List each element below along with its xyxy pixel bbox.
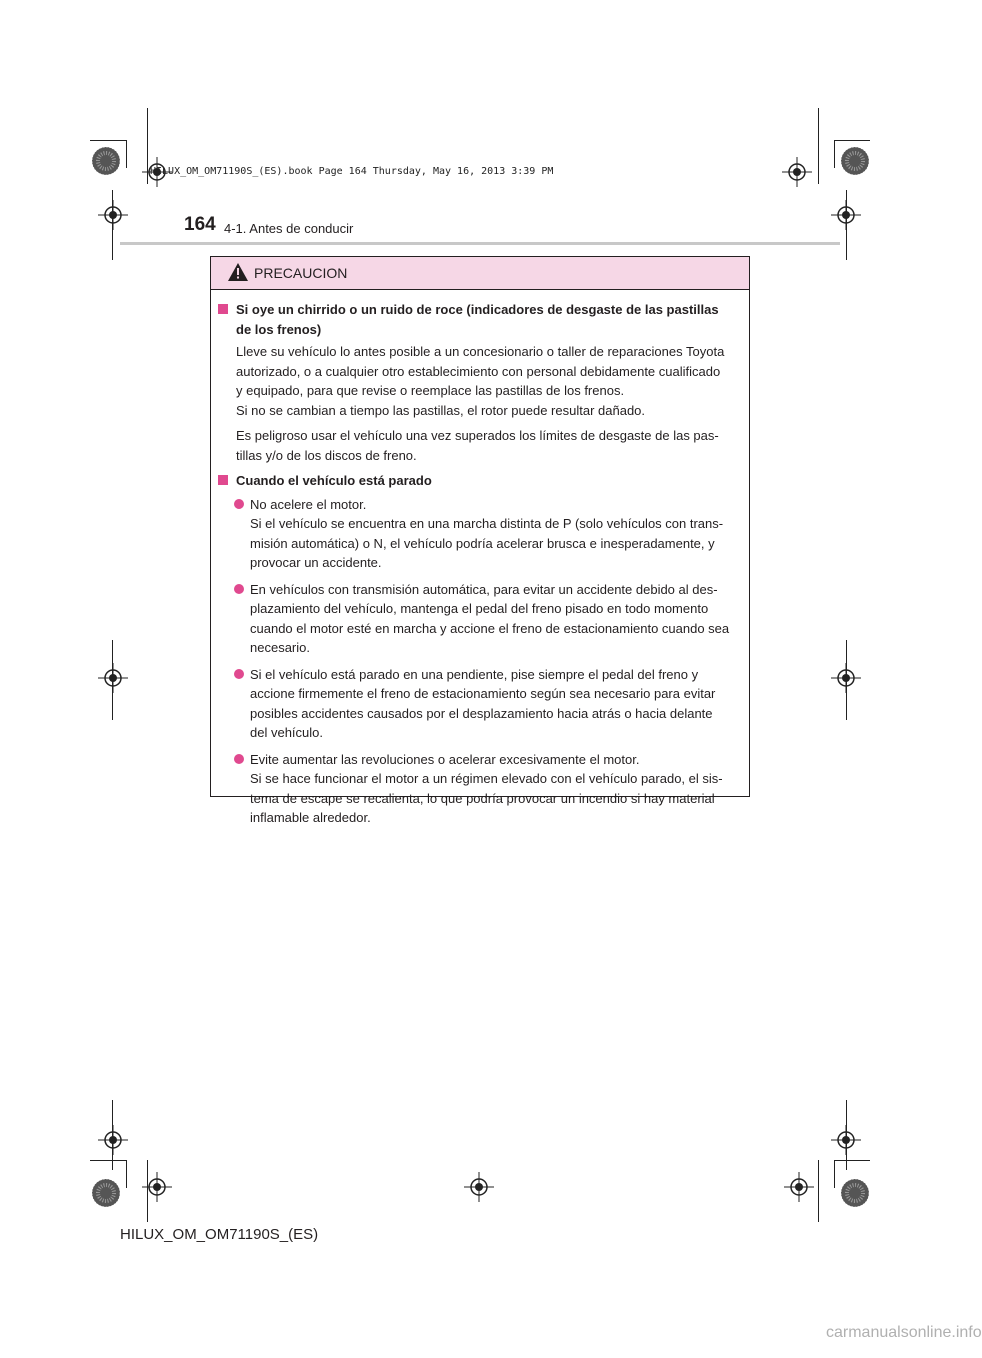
list-item: [218, 750, 742, 828]
color-wheel-icon: [91, 146, 121, 176]
text-line: posibles accidentes causados por el desplazamiento hacia atrás o hacia delante: [250, 705, 713, 721]
text-line: En vehículos con transmisión automática, para evitar un accidente debido al des-: [250, 581, 718, 597]
heading-line: de los frenos): [236, 321, 322, 337]
registration-mark-icon: [98, 663, 128, 693]
color-wheel-icon: [840, 146, 870, 176]
round-bullet-icon: [234, 584, 244, 594]
print-info: HILUX_OM_OM71190S_(ES).book Page 164 Thursday, May 16, 2013 3:39 PM: [150, 166, 554, 177]
caution-header: [211, 257, 749, 290]
round-bullet-icon: [234, 499, 244, 509]
text-line: inflamable alrededor.: [250, 810, 371, 825]
registration-mark-icon: [784, 1172, 814, 1202]
section-heading: [218, 300, 742, 339]
color-wheel-icon: [840, 1178, 870, 1208]
text-line: plazamiento del vehículo, mantenga el pedal del freno pisado en todo momento: [250, 601, 709, 616]
registration-mark-icon: [831, 663, 861, 693]
heading-line: Si oye un chirrido o un ruido de roce (indicadores de desgaste de las pastillas: [236, 302, 719, 317]
page-number: 164: [184, 214, 216, 235]
text-line: No acelere el motor.: [250, 496, 367, 512]
text-line: tillas y/o de los discos de freno.: [236, 447, 417, 463]
text-line: del vehículo.: [250, 725, 323, 740]
paragraph: [218, 426, 742, 465]
heading-line: Cuando el vehículo está parado: [236, 473, 432, 488]
text-line: misión automática) o N, el vehículo podría acelerar brusca e inesperadamente, y: [250, 535, 715, 551]
text-line: Si el vehículo está parado en una pendiente, pise siempre el pedal del freno y: [250, 666, 699, 682]
round-bullet-icon: [234, 669, 244, 679]
paragraph: [218, 342, 742, 420]
header-rule: [120, 242, 840, 245]
section-heading: [218, 471, 742, 491]
text-line: provocar un accidente.: [250, 555, 382, 570]
warning-icon: [228, 263, 248, 281]
square-bullet-icon: [218, 304, 228, 314]
footer-doc-id: HILUX_OM_OM71190S_(ES): [120, 1226, 319, 1243]
watermark-link[interactable]: carmanualsonline.info: [826, 1324, 982, 1341]
text-line: Es peligroso usar el vehículo una vez superados los límites de desgaste de las pas-: [236, 428, 719, 443]
caution-body: [211, 290, 749, 828]
color-wheel-icon: [91, 1178, 121, 1208]
text-line: cuando el motor esté en marcha y accione el freno de estacionamiento cuando sea: [250, 620, 730, 636]
text-line: Si no se cambian a tiempo las pastillas, el rotor puede resultar dañado.: [236, 402, 646, 418]
text-line: necesario.: [250, 640, 310, 655]
text-line: accione firmemente el freno de estacionamiento según sea necesario para evitar: [250, 686, 716, 701]
round-bullet-icon: [234, 754, 244, 764]
square-bullet-icon: [218, 475, 228, 485]
registration-mark-icon: [464, 1172, 494, 1202]
text-line: y equipado, para que revise o reemplace las pastillas de los frenos.: [236, 383, 625, 398]
text-line: tema de escape se recalienta, lo que podría provocar un incendio si hay material: [250, 790, 715, 806]
text-line: Evite aumentar las revoluciones o acelerar excesivamente el motor.: [250, 751, 640, 767]
registration-mark-icon: [98, 1125, 128, 1155]
caution-box: [210, 256, 750, 825]
list-item: [218, 495, 742, 573]
registration-mark-icon: [782, 157, 812, 187]
caution-label: PRECAUCION: [254, 265, 348, 281]
text-line: Lleve su vehículo lo antes posible a un concesionario o taller de reparaciones Toyota: [236, 344, 725, 359]
text-line: Si se hace funcionar el motor a un régimen elevado con el vehículo parado, el sis-: [250, 771, 723, 786]
registration-mark-icon: [142, 1172, 172, 1202]
list-item: [218, 665, 742, 743]
section-title: 4-1. Antes de conducir: [224, 221, 354, 236]
text-line: autorizado, o a cualquier otro establecimiento con personal debidamente cualificado: [236, 363, 721, 379]
text-line: Si el vehículo se encuentra en una marcha distinta de P (solo vehículos con trans-: [250, 516, 724, 531]
registration-mark-icon: [831, 1125, 861, 1155]
registration-mark-icon: [98, 200, 128, 230]
registration-mark-icon: [831, 200, 861, 230]
list-item: [218, 580, 742, 658]
